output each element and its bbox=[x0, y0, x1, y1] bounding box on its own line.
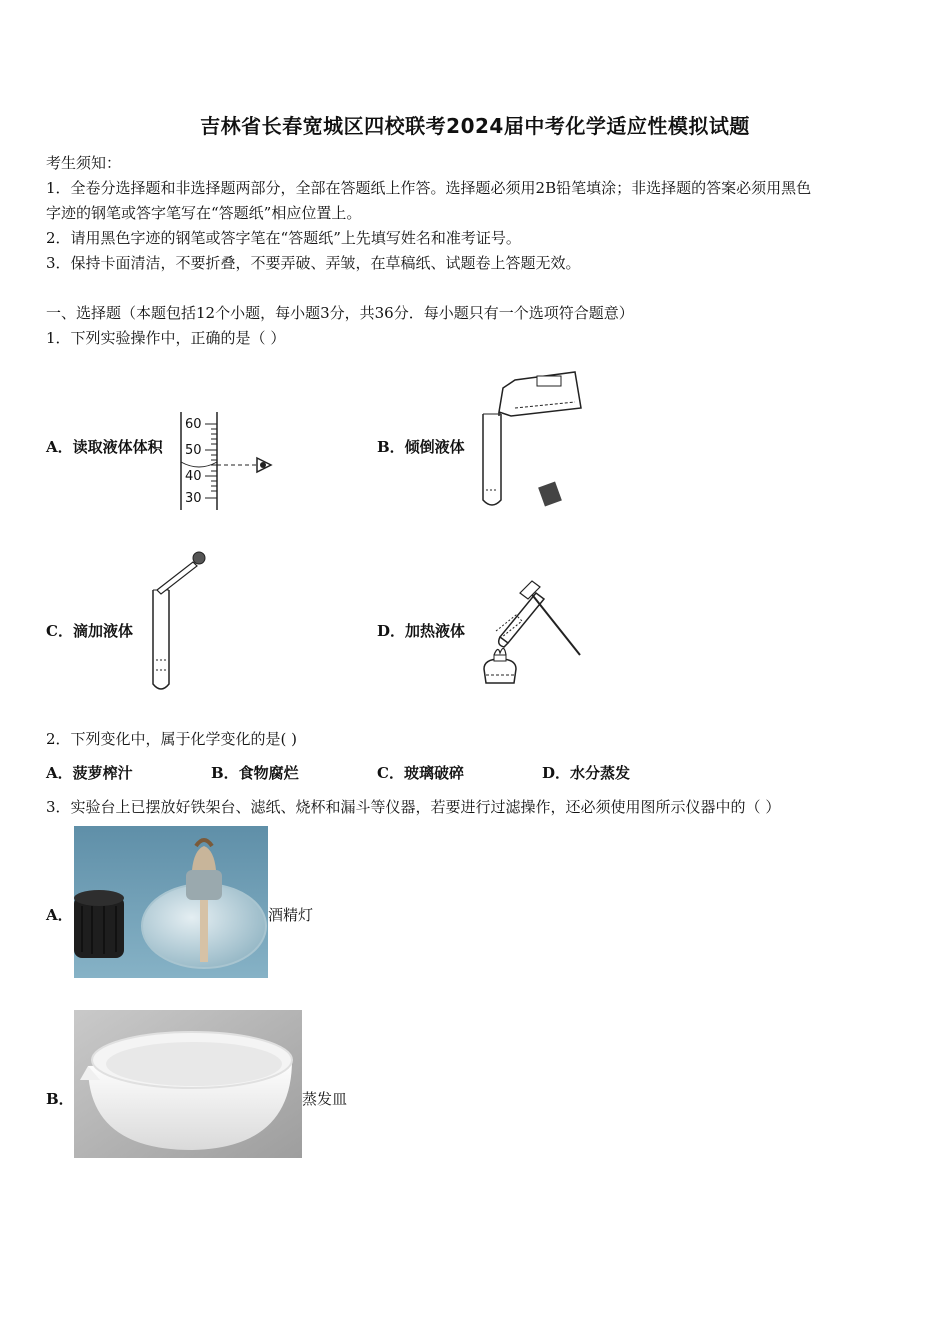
q3-option-a-name: 酒精灯 bbox=[268, 906, 314, 924]
notice-item-1-cont: 字迹的钢笔或答字笔写在“答题纸”相应位置上。 bbox=[46, 204, 362, 222]
q2-option-c: C．玻璃破碎 bbox=[377, 764, 464, 782]
q1-option-d-label: D．加热液体 bbox=[377, 622, 466, 640]
notice-heading: 考生须知： bbox=[46, 154, 122, 172]
q2-stem: 2．下列变化中，属于化学变化的是( ) bbox=[46, 730, 298, 748]
cylinder-tick-30: 30 bbox=[185, 491, 202, 506]
notice-item-3: 3．保持卡面清洁，不要折叠，不要弄破、弄皱，在草稿纸、试题卷上答题无效。 bbox=[46, 254, 581, 272]
q1-stem: 1．下列实验操作中，正确的是（ ） bbox=[46, 329, 286, 347]
q2-option-a: A．菠萝榨汁 bbox=[46, 764, 133, 782]
q1-option-b-label: B．倾倒液体 bbox=[377, 438, 465, 456]
q2-option-d: D．水分蒸发 bbox=[542, 764, 631, 782]
cylinder-tick-50: 50 bbox=[185, 443, 202, 458]
q1-option-a-label: A．读取液体体积 bbox=[46, 438, 163, 456]
q3-option-a-letter: A． bbox=[46, 906, 73, 924]
cylinder-tick-40: 40 bbox=[185, 469, 202, 484]
evaporating-dish-photo bbox=[74, 1010, 302, 1158]
dropper-figure bbox=[145, 548, 215, 693]
q3-option-b-name: 蒸发皿 bbox=[302, 1090, 348, 1108]
q3-stem: 3．实验台上已摆放好铁架台、滤纸、烧杯和漏斗等仪器，若要进行过滤操作，还必须使用图所示仪器中的（ ） bbox=[46, 798, 781, 816]
cylinder-tick-60: 60 bbox=[185, 417, 202, 432]
section-heading: 一、选择题（本题包括12个小题，每小题3分，共36分．每小题只有一个选项符合题意） bbox=[46, 304, 634, 322]
notice-item-1: 1．全卷分选择题和非选择题两部分，全部在答题纸上作答。选择题必须用2B铅笔填涂；非选择题的答案必须用黑色 bbox=[46, 179, 812, 197]
page-title: 吉林省长春宽城区四校联考2024届中考化学适应性模拟试题 bbox=[200, 114, 750, 138]
pouring-liquid-figure bbox=[475, 368, 590, 513]
heating-liquid-figure bbox=[470, 575, 590, 693]
alcohol-lamp-photo bbox=[74, 826, 268, 978]
q2-option-b: B．食物腐烂 bbox=[211, 764, 299, 782]
q3-option-b-letter: B． bbox=[46, 1090, 74, 1108]
notice-item-2: 2．请用黑色字迹的钢笔或答字笔在“答题纸”上先填写姓名和准考证号。 bbox=[46, 229, 521, 247]
q1-option-c-label: C．滴加液体 bbox=[46, 622, 133, 640]
